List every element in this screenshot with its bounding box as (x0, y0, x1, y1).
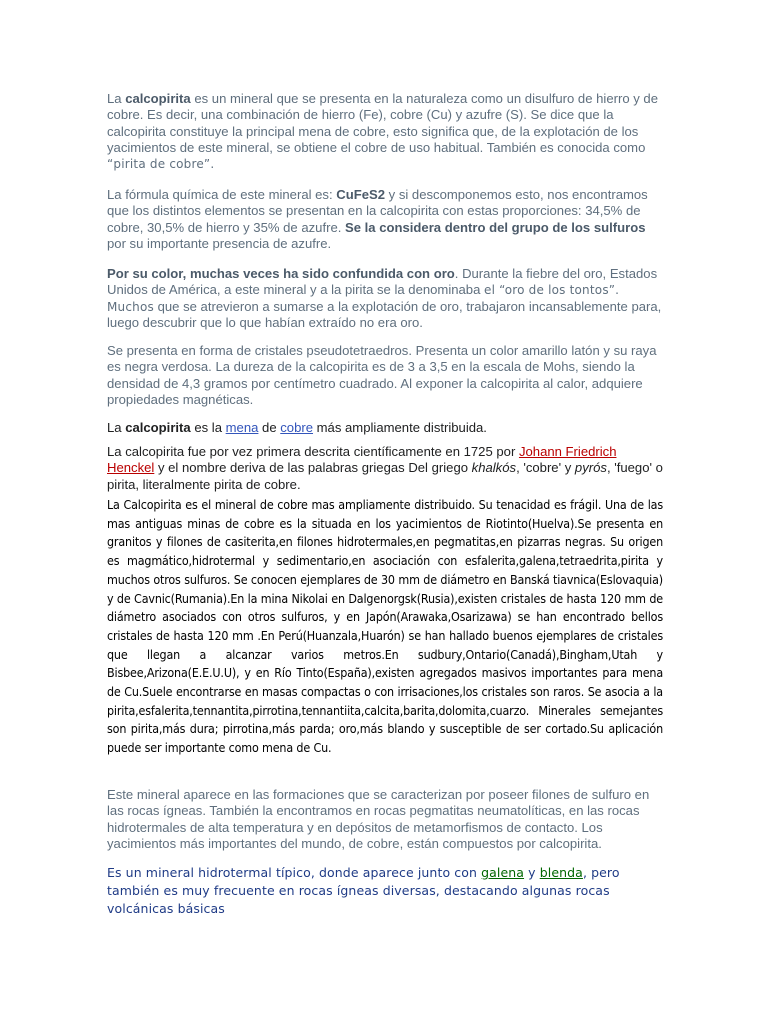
bold-statement: Por su color, muchas veces ha sido confundida con oro (107, 266, 455, 281)
link-blenda[interactable]: blenda (539, 865, 583, 880)
text-span: que se atrevieron a sumarse a la explotación de oro, trabajaron incansablemente para, luego descubrir que lo que habían extraído no era oro. (107, 298, 662, 330)
paragraph-hydrothermal (107, 864, 663, 918)
link-johann-friedrich-henckel[interactable]: Johann Friedrich Henckel (107, 444, 617, 476)
bold-term: calcopirita (125, 91, 191, 106)
bold-statement: Se la considera dentro del grupo de los sulfuros (345, 219, 646, 235)
quoted-name: el “oro de los tontos”. Muchos (107, 283, 620, 314)
text-span: La Calcopirita es el mineral de cobre mas ampliamente distribuido. Su tenacidad es frágil. Una de las mas antiguas minas de cobre es la situada en los yacimientos de Riotinto(Huelva).Se presenta en granitos y filones de casiterita,en filones hidrotermales,en pegmatitas,en pizarras negras. Su origen es magmático,hidrotermal y sedimentario,en asociación con esfalerita,galena,tetraedrita,pirita y muchos otros sulfuros. Se conocen ejemplares de 30 mm de diámetro en Banská tiavnica(Eslovaquia) y de Cavnic(Rumania).En la mina Nikolai en Dalgenorgsk(Rusia),existen cristales de hasta 120 mm de diámetro asociados con otros sulfuros, y en Japón(Arawaka,Osarizawa) se han encontrado bellos cristales de hasta 120 mm .En Perú(Huanzala,Huarón) se han hallado buenos ejemplares de cristales que llegan a alcanzar varios metros.En sudbury,Ontario(Canadá),Bingham,Utah y Bisbee,Arizona(E.E.U.U), y en Río Tinto(España),existen agregados masivos importantes para mena de Cu.Suele encontrarse en masas compactas o con irrisaciones,los cristales son raros. Se asocia a la pirita,esfalerita,tennantita,pirrotina,tennantiita,calcita,barita,dolomita,cuarzo. Minerales semejantes son pirita,más dura; pirrotina,más parda; oro,más blando y susceptible de ser cortado.Su aplicación puede ser importante como mena de Cu. (107, 497, 663, 756)
paragraph-occurrences (107, 496, 663, 758)
text-span: . Durante la fiebre del oro, Estados Unidos de América, a este mineral y a la pirita se la denominaba (107, 266, 658, 298)
text-span: Se presenta en forma de cristales pseudotetraedros. Presenta un color amarillo latón y su raya es negra verdosa. La dureza de la calcopirita es de 3 a 3,5 en la escala de Mohs, siendo la densidad de 4,3 gramos por centímetro cuadrado. Al exponer la calcopirita al calor, adquiere propiedades magnéticas. (107, 343, 657, 407)
text-span: , 'cobre' y (516, 460, 575, 476)
paragraph-gold-confusion (107, 266, 663, 331)
text-span: La fórmula química de este mineral es: (107, 187, 337, 202)
quoted-name: “pirita de cobre”. (107, 157, 215, 172)
link-cobre[interactable]: cobre (280, 420, 314, 435)
text-span: Este mineral aparece en las formaciones que se caracterizan por poseer filones de sulfuro en las rocas ígneas. También la encontramos en rocas pegmatitas neumatolíticas, en las rocas hidrotermales de alta temperatura y en depósitos de metamorfismos de contacto. Los yacimientos más importantes del mundo, de cobre, están compuestos por calcopirita. (107, 787, 650, 851)
paragraph-properties (107, 343, 663, 408)
text-span: , pero también es muy frecuente en rocas ígneas diversas, destacando algunas rocas volcánicas básicas (107, 865, 620, 916)
text-span: por su importante presencia de azufre. (107, 235, 332, 251)
link-mena[interactable]: mena (225, 420, 259, 435)
text-span: La (107, 420, 126, 435)
italic-word: pyrós (574, 460, 607, 476)
italic-word: khalkós (471, 460, 517, 476)
text-span: y (524, 865, 540, 880)
text-span: La calcopirita fue por vez primera descrita científicamente en 1725 por (107, 444, 519, 459)
text-span: es la (190, 420, 226, 435)
paragraph-formations (107, 787, 663, 852)
paragraph-definition (107, 91, 663, 172)
text-span: Es un mineral hidrotermal típico, donde aparece junto con (107, 865, 482, 880)
text-span: La (107, 91, 126, 106)
paragraph-formula (107, 187, 663, 252)
text-span: y si descomponemos esto, nos encontramos que los distintos elementos se presentan en la calcopirita con estas proporciones: 34,5% de cobre, 30,5% de hierro y 35% de azufre. (107, 187, 648, 235)
text-span: más ampliamente distribuida. (313, 420, 487, 435)
text-span: , 'fuego' o pirita, literalmente pirita de cobre. (107, 460, 663, 492)
paragraph-wiki-history (107, 444, 663, 493)
bold-term: calcopirita (125, 420, 191, 435)
paragraph-wiki-intro (107, 420, 663, 436)
chemical-formula: CuFeS2 (336, 187, 385, 202)
link-galena[interactable]: galena (481, 865, 525, 880)
text-span: de (258, 420, 281, 435)
text-span: es un mineral que se presenta en la naturaleza como un disulfuro de hierro y de cobre. Es decir, una combinación de hierro (Fe), cobre (Cu) y azufre (S). Se dice que la calcopirita constituye la principal mena de cobre, esto significa que, de la explotación de los yacimientos de este mineral, se obtiene el cobre de uso habitual. También es conocida como (107, 91, 658, 155)
text-span: y el nombre deriva de las palabras griegas Del griego (154, 460, 472, 476)
